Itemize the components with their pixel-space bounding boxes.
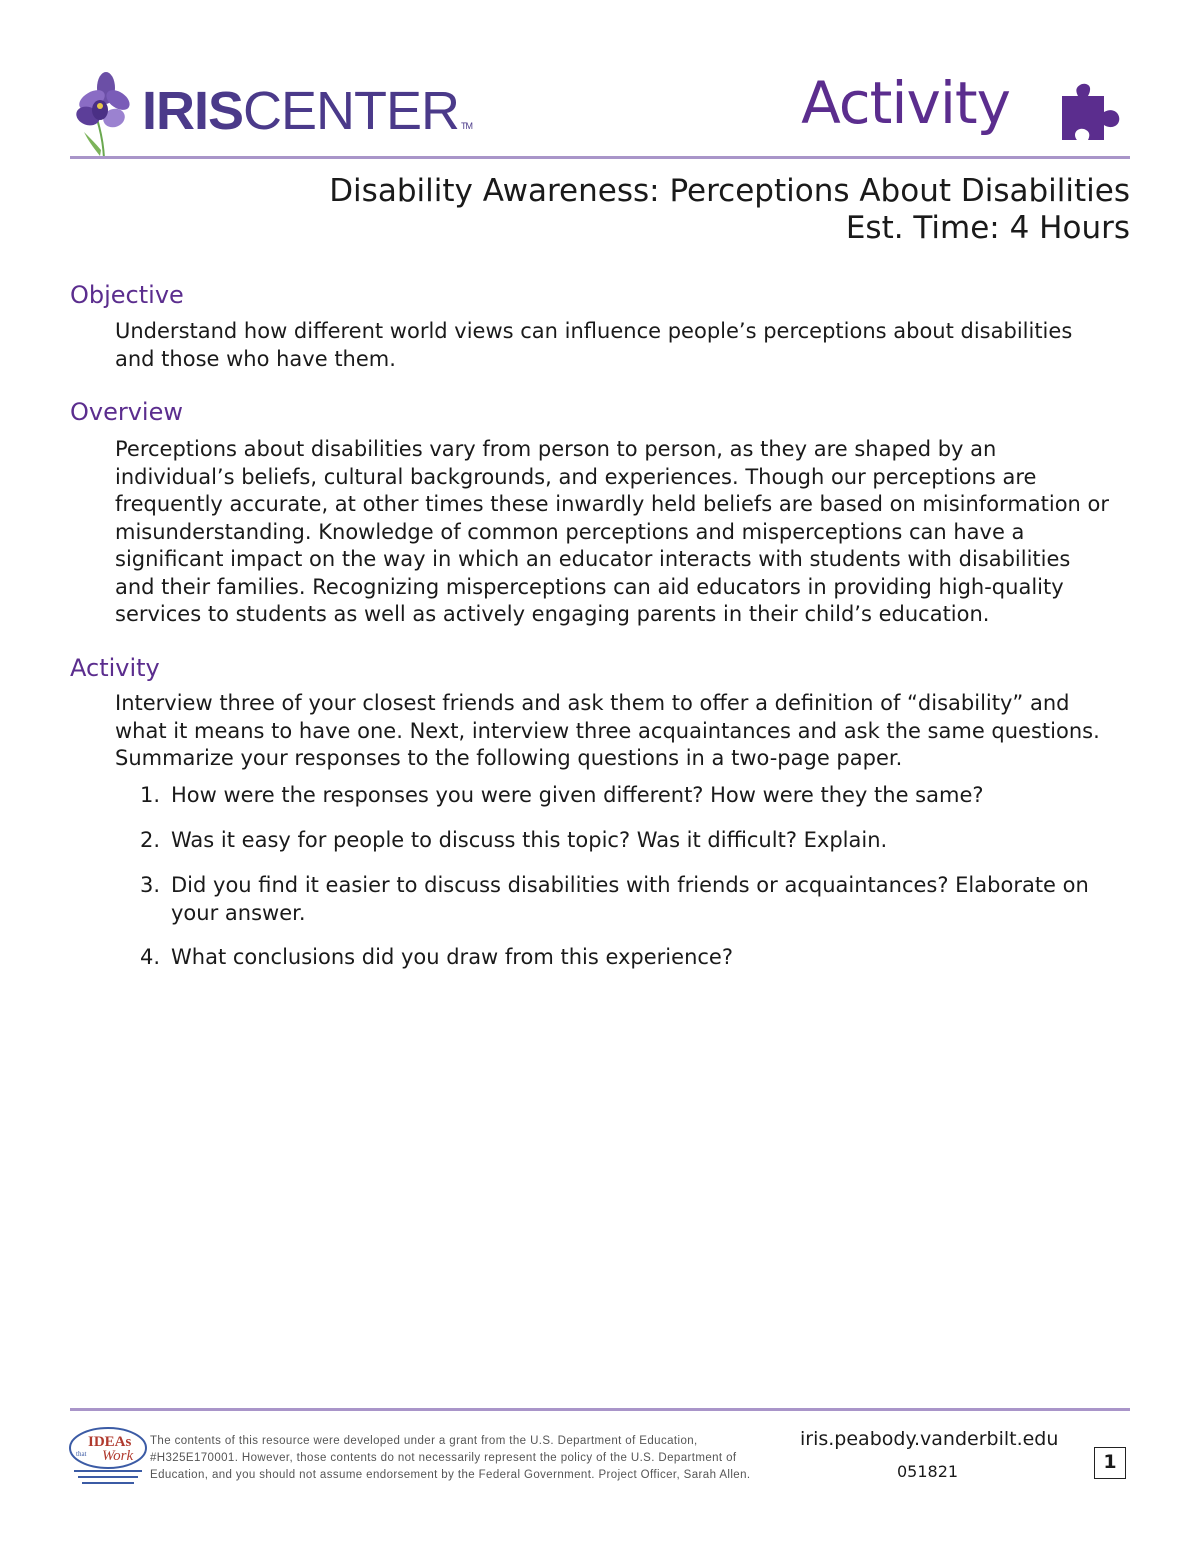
activity-text: Interview three of your closest friends and ask them to offer a definition of “disability” and what it means to have one. Next, interview three acquaintances and ask the same questions. Summarize your responses to the following questions in a two-page paper.: [115, 691, 1100, 770]
puzzle-piece-icon: [1058, 82, 1122, 144]
page-number: 1: [1094, 1447, 1126, 1479]
list-number: 3.: [140, 873, 161, 897]
overview-heading: Overview: [70, 398, 183, 426]
list-number: 1.: [140, 783, 161, 807]
list-item: [140, 872, 1120, 927]
iris-center-logo: [70, 70, 473, 160]
list-item: [140, 827, 1120, 855]
svg-text:that: that: [76, 1450, 87, 1458]
footer-divider: [70, 1408, 1130, 1411]
iris-flower-icon: [70, 70, 140, 160]
header-divider: [70, 156, 1130, 159]
list-text: Was it easy for people to discuss this topic? Was it difficult? Explain.: [171, 828, 888, 852]
svg-text:IDEAs: IDEAs: [88, 1434, 132, 1450]
estimated-time: Est. Time: 4 Hours: [845, 210, 1130, 246]
overview-text: Perceptions about disabilities vary from person to person, as they are shaped by an individual’s beliefs, cultural backgrounds, and experiences. Though our perceptions are frequently accurate, at other times these inwardly held beliefs are based on misinformation or misunderstanding. Knowledge of common perceptions and misperceptions can have a significant impact on the way in which an educator interacts with students with disabilities and their families. Recognizing misperceptions can aid educators in providing high-quality services to students as well as actively engaging parents in their child’s education.: [115, 437, 1110, 626]
objective-heading: Objective: [70, 281, 184, 309]
list-text: What conclusions did you draw from this experience?: [171, 945, 733, 969]
logo-trademark: TM: [461, 121, 473, 131]
logo-wordmark: [142, 81, 473, 141]
document-code: 051821: [897, 1462, 959, 1481]
list-number: 4.: [140, 945, 161, 969]
ideas-that-work-logo: [68, 1422, 148, 1490]
website-link[interactable]: iris.peabody.vanderbilt.edu: [800, 1428, 1059, 1450]
list-number: 2.: [140, 828, 161, 852]
svg-text:Work: Work: [102, 1448, 134, 1464]
list-text: Did you find it easier to discuss disabilities with friends or acquaintances? Elaborate on your answer.: [171, 873, 1089, 925]
page-title: Disability Awareness: Perceptions About Disabilities: [329, 173, 1130, 209]
list-item: [140, 944, 1120, 972]
logo-center-text: CENTER: [243, 81, 460, 141]
activity-heading: Activity: [70, 654, 160, 682]
list-text: How were the responses you were given different? How were they the same?: [171, 783, 984, 807]
logo-iris-text: IRIS: [142, 81, 244, 141]
funding-disclaimer: The contents of this resource were developed under a grant from the U.S. Department of Education, #H325E170001. However, those contents do not necessarily represent the policy of the U.S. Department of Education, and you should not assume endorsement by the Federal Government. Project Officer, Sarah Allen.: [150, 1435, 751, 1481]
list-item: [140, 782, 1120, 810]
objective-text: Understand how different world views can influence people’s perceptions about disabilities and those who have them.: [115, 319, 1073, 371]
activity-label: Activity: [801, 69, 1010, 137]
